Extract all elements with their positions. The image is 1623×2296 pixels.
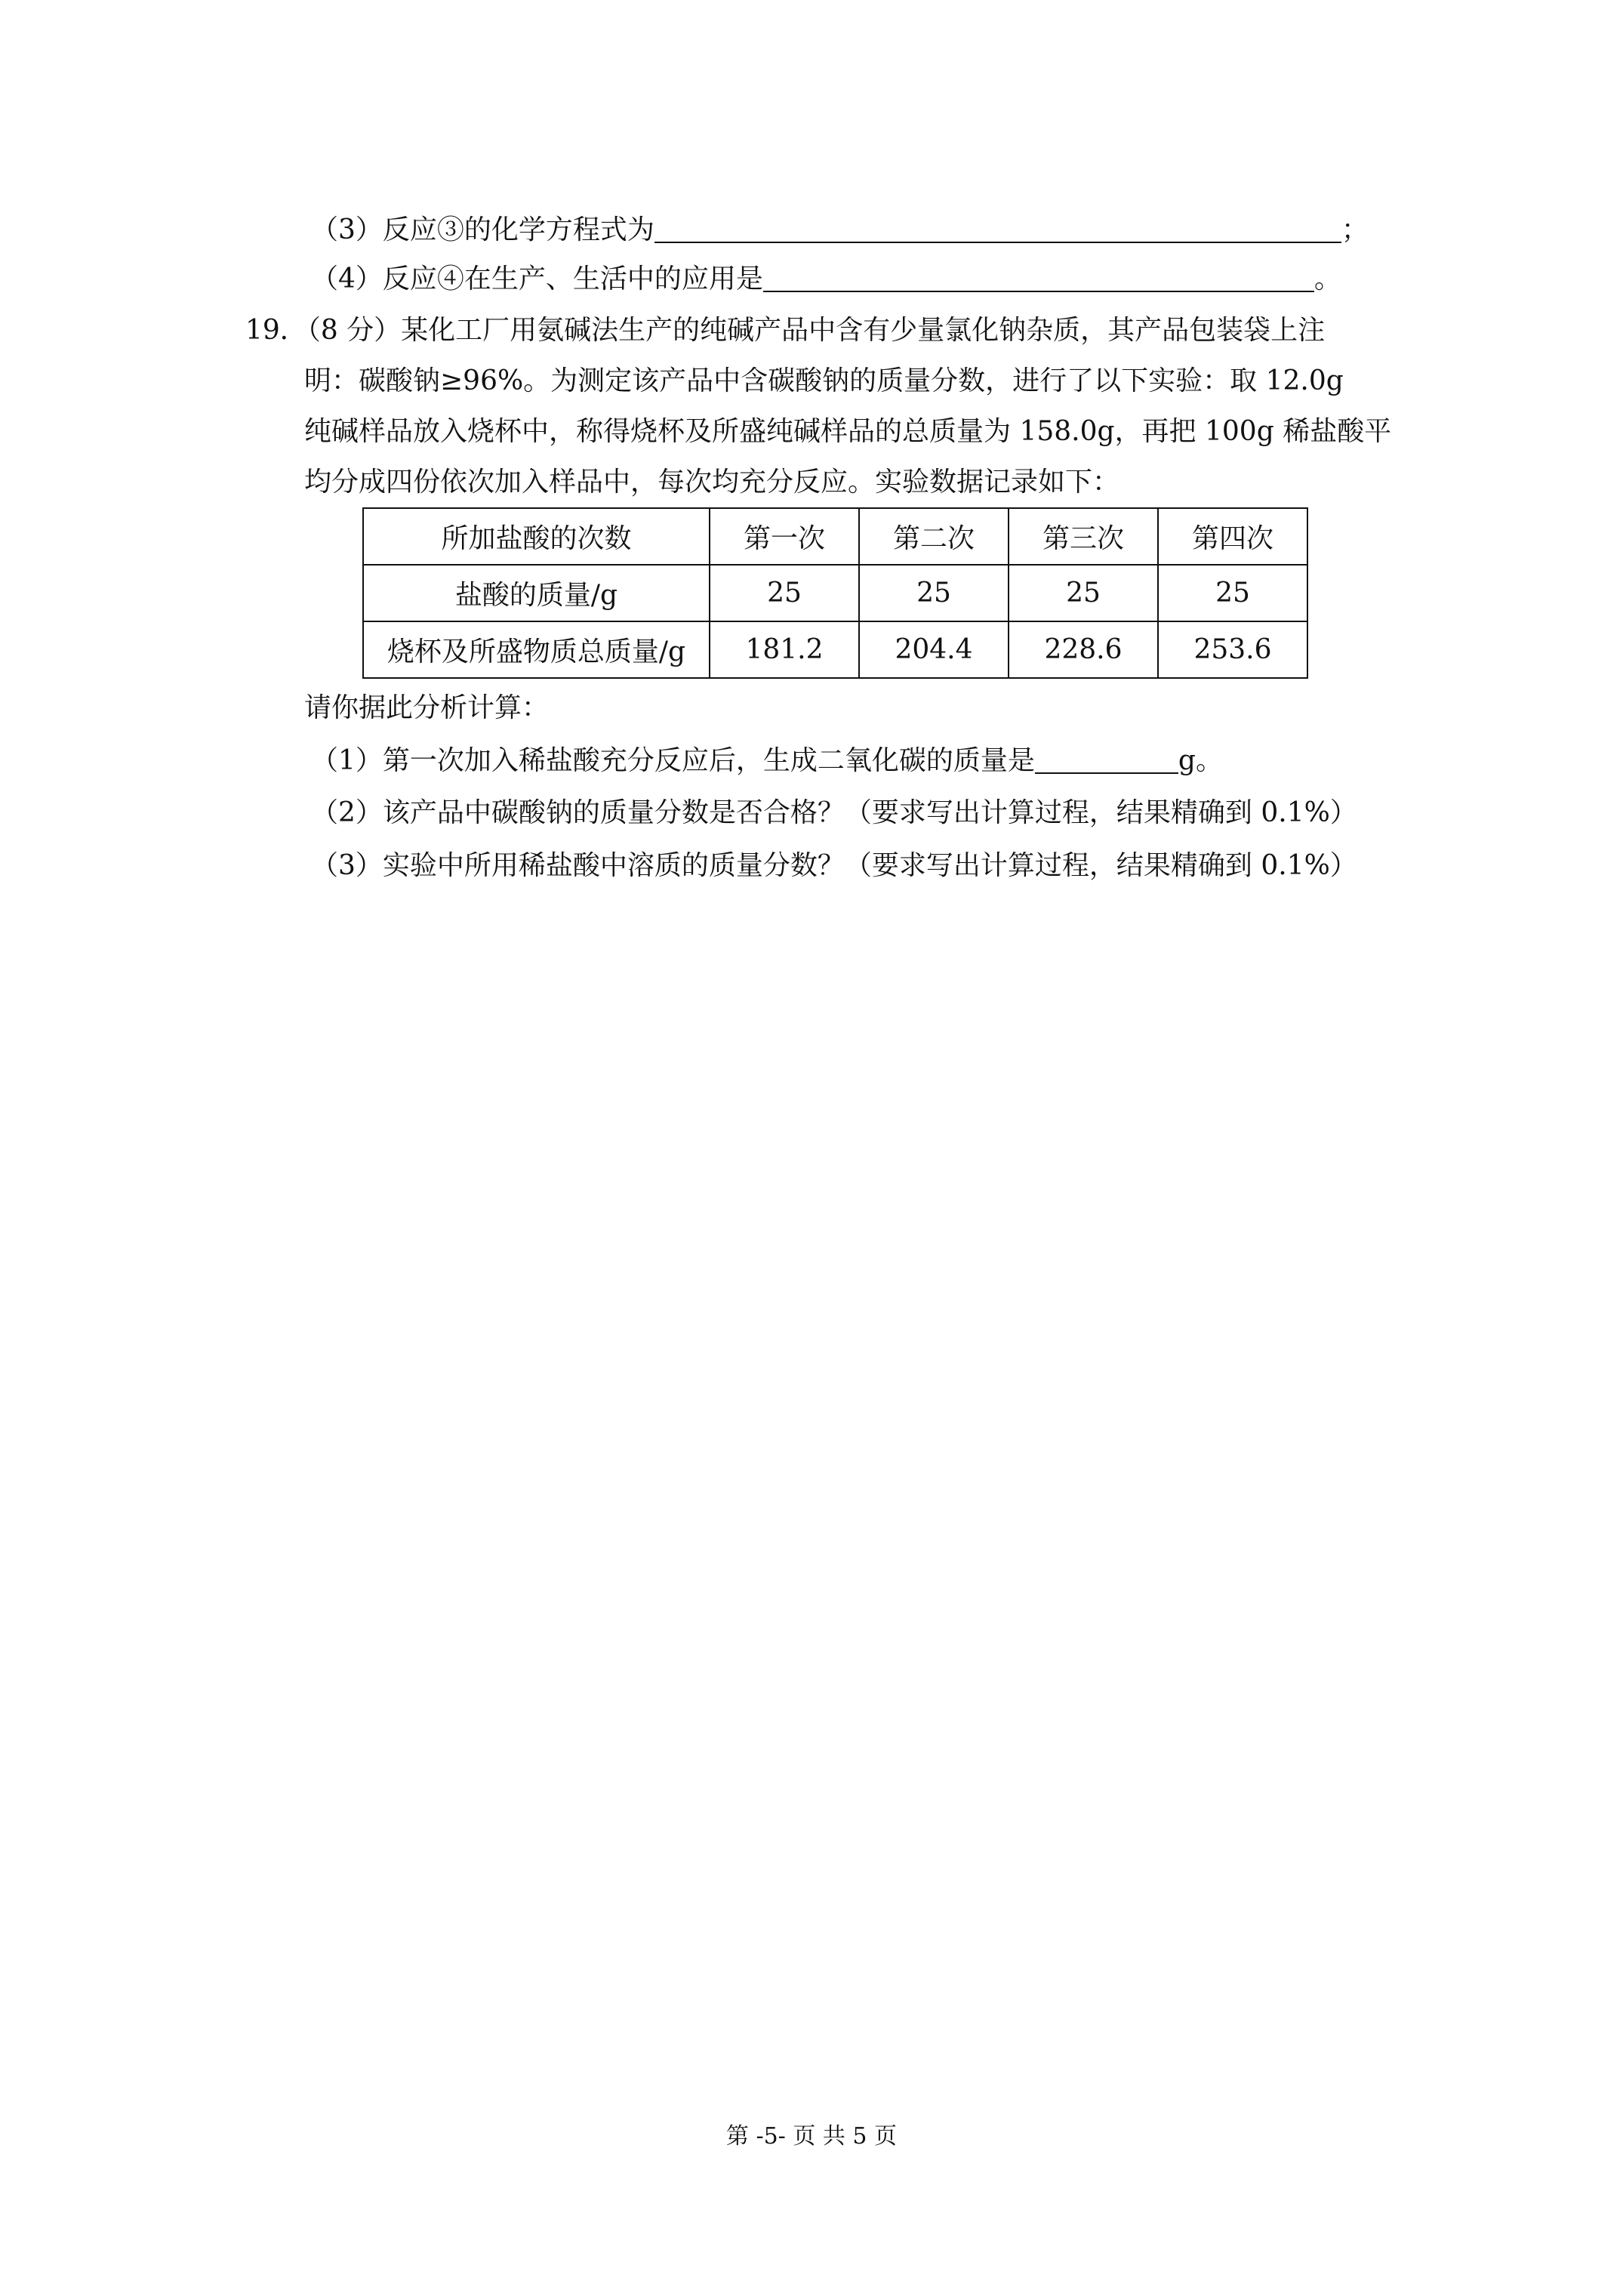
q18-sub4 [311, 257, 1341, 302]
q19-sub2 [311, 791, 1357, 836]
table-row [363, 621, 1307, 678]
table-cell: 25 [859, 565, 1009, 621]
table-header-cell: 所加盐酸的次数 [363, 508, 710, 565]
q18-sub3-answer-blank[interactable] [654, 211, 1341, 243]
q19-sub3-text: （3）实验中所用稀盐酸中溶质的质量分数？（要求写出计算过程，结果精确到 0.1%） [311, 850, 1357, 881]
q19-sub3 [311, 843, 1357, 889]
q19-sub1-text: （1）第一次加入稀盐酸充分反应后，生成二氧化碳的质量是 [311, 745, 1035, 776]
q19-sub2-text: （2）该产品中碳酸钠的质量分数是否合格？（要求写出计算过程，结果精确到 0.1%） [311, 797, 1357, 828]
q19-intro-text-2: 明：碳酸钠≥96%。为测定该产品中含碳酸钠的质量分数，进行了以下实验：取 12.0g [304, 365, 1344, 396]
q18-sub3 [311, 208, 1369, 253]
q19-intro-line-3 [304, 409, 1391, 455]
q18-sub3-end: ； [1341, 214, 1369, 245]
q18-sub3-text: （3）反应③的化学方程式为 [311, 214, 654, 245]
q19-intro-line-2 [304, 359, 1344, 404]
q19-sub1-answer-blank[interactable] [1035, 742, 1178, 774]
experiment-data-table [362, 507, 1308, 679]
q19-prompt-text: 请你据此分析计算： [304, 692, 550, 723]
q19-intro-line-4 [304, 460, 1119, 505]
q19-intro-text-1: （8 分）某化工厂用氨碱法生产的纯碱产品中含有少量氯化钠杂质，其产品包装袋上注 [306, 315, 1326, 346]
table-cell: 228.6 [1009, 621, 1158, 678]
q19-prompt [304, 686, 549, 731]
q18-sub4-end: 。 [1313, 264, 1341, 294]
table-cell: 181.2 [710, 621, 859, 678]
page-number: 第 -5- 页 共 5 页 [725, 2123, 898, 2150]
table-header-cell: 第二次 [859, 508, 1009, 565]
table-cell: 253.6 [1158, 621, 1307, 678]
q18-sub4-text: （4）反应④在生产、生活中的应用是 [311, 264, 763, 294]
table-cell: 204.4 [859, 621, 1009, 678]
table-header-cell: 第一次 [710, 508, 859, 565]
q19-number: 19． [245, 315, 307, 346]
q19-intro-text-4: 均分成四份依次加入样品中，每次均充分反应。实验数据记录如下： [304, 467, 1120, 498]
table-row [363, 565, 1307, 621]
q18-sub4-answer-blank[interactable] [763, 260, 1314, 292]
table-header-row [363, 508, 1307, 565]
table-cell: 25 [710, 565, 859, 621]
table-header-cell: 第四次 [1158, 508, 1307, 565]
q19-intro-text-3: 纯碱样品放入烧杯中，称得烧杯及所盛纯碱样品的总质量为 158.0g，再把 100g 稀盐酸平 [304, 416, 1392, 447]
page-footer [0, 2122, 1623, 2152]
table-cell: 25 [1158, 565, 1307, 621]
q19-intro-line-1 [245, 308, 1325, 353]
table-row-label: 烧杯及所盛物质总质量/g [363, 621, 710, 678]
table-header-cell: 第三次 [1009, 508, 1158, 565]
table-row-label: 盐酸的质量/g [363, 565, 710, 621]
q19-sub1-unit: g。 [1178, 745, 1223, 776]
table-cell: 25 [1009, 565, 1158, 621]
q19-sub1 [311, 738, 1223, 784]
